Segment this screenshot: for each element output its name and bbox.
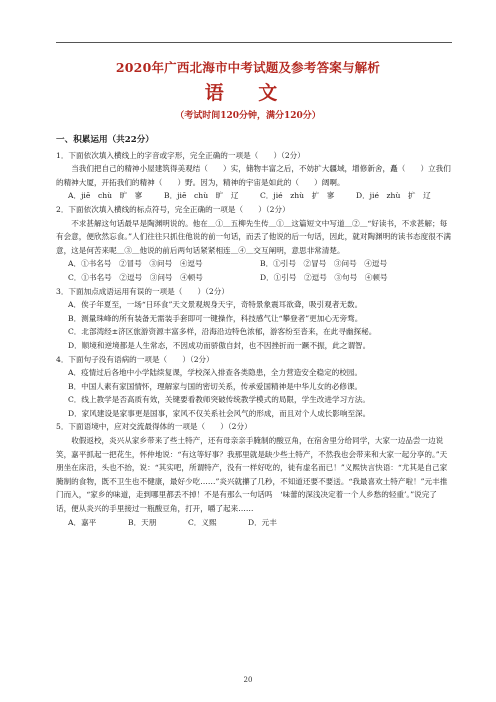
question-2-passage: 不求甚解这句话最早是陶渊明说的。他在＿①＿五柳先生传＿①＿这篇短文中写道＿②＿“好读书，不求甚解；每有会意，便欣然忘食。”人们往往只抓住他说的前一句话，而丢了他说的后一句话，因此，就对陶渊明的读书态度很不满意，这是何苦来呢＿③＿他说的前后两句话紧紧相连＿④＿交互阐明，意思非常清楚。 (56, 218, 451, 255)
question-2-stem: 2．下面依次填入横线的标点符号，完全正确的一项是（ ）（2分） (56, 204, 290, 214)
question-5-stem: 5．下面语境中，应对交流最得体的一项是（ ）（2分） (56, 422, 252, 432)
option-a: A．嘉平 (68, 517, 97, 527)
option-d: D．jié zhù 扩 辽 (356, 191, 431, 201)
option-a: A．jiē chù 旷 寥 (68, 191, 143, 201)
option-a: A．疫情过后各地中小学陆续复课，学校深入排查各类隐患，全力营造安全稳定的校园。 (68, 368, 363, 378)
question-content (56, 134, 452, 529)
option-d: D．①引号 ②逗号 ③句号 ④顿号 (260, 272, 388, 282)
exam-info: （考试时间120分钟，满分120分） (175, 111, 321, 121)
option-b: B．①引号 ②冒号 ③问号 ④逗号 (260, 259, 388, 269)
question-5-options (56, 516, 452, 530)
option-d: D．家风建设是家事更是国事，家风不仅关系社会风气的形成，而且对个人成长影响至深。 (68, 408, 371, 418)
question-4-options (56, 366, 452, 420)
question-3-options (56, 298, 452, 352)
question-1-passage: 当我们把自己的精神小屋建筑得美观结（ ）实，储物丰富之后，不妨扩大疆域，增修新舍，矗（ ）立我们的精神大厦，开拓我们的精神（ ）野。因为，精神的宇宙是如此的（ ）阔啊。 (56, 164, 451, 187)
header-rule (56, 42, 452, 43)
option-b: B．中国人素有家国情怀，理解家与国的密切关系，传承爱国精神是中华儿女的必修课。 (68, 381, 363, 391)
page-number: 20 (243, 676, 253, 684)
option-c: C．义熙 (188, 517, 217, 527)
question-2-options-row-2 (56, 271, 452, 285)
question-3-stem: 3．下面加点成语运用有误的一项是（ ）（2分） (56, 286, 229, 296)
option-d: D．元丰 (248, 517, 277, 527)
question-5-passage: 收假返校，炎兴从家乡带来了些土特产，还有母亲亲手腌制的酸豆角，在宿舍里分给同学，大家一边品尝一边说笑，嘉平抓起一把花生，怀仲地说：“有这等好事？我那里就是缺少些土特产，不然我也会带来和大家一起分享的。”天朋坐在床沿，头也不抬，说：“其实吧，所谓特产，没有一样好吃的，徒有虚名而已！”义熙快言快语：“尤其是自己家腌制的食物，既不卫生也不健康，最好少吃……”炎兴就攥了几秒，不知道还要不要送。“我最喜欢土特产啦！”元丰推门而入，“家乡的味道，走到哪里都丢不掉！不是有那么一句话吗 ‘味蕾的深浅决定着一个人乡愁的轻重’。”说完了话，便从炎兴的手里接过一瓶酸豆角，打开，嚼了起来…… (56, 436, 448, 514)
subject-title: 语 文 (204, 82, 292, 104)
section-heading: 一、积累运用（共22分） (56, 135, 154, 145)
option-a: A．①书名号 ②冒号 ③问号 ④逗号 (68, 259, 203, 269)
option-a: A．俟子年夏至，一场“日环食”天文景观规身天宇，奇特景象震耳欲聋，吸引观者无数。 (68, 300, 363, 310)
option-b: B．天朋 (128, 517, 157, 527)
document-title: 2020年广西北海市中考试题及参考答案与解析 (115, 60, 381, 75)
option-b: B．jiē chù 旷 辽 (164, 191, 239, 201)
question-1-stem: 1．下面依次填入横线上的字音或字形，完全正确的一项是（ ）（2分） (56, 150, 305, 160)
option-c: C．线上教学是否高质有效，关键要看教师突破传统教学模式的局限，学生改进学习方法。 (68, 395, 370, 405)
option-b: B．测量珠峰的所有装备无需装手套即可一键操作，科技感气让“攀登者”更加心无旁骛。 (68, 313, 363, 323)
question-4-stem: 4．下面句子没有语病的一项是（ ）（2分） (56, 354, 214, 364)
question-2-options-row-1 (56, 257, 452, 271)
option-c: C．jié zhù 扩 寥 (260, 191, 335, 201)
option-c: C．北部湾经±济区旅游资源丰富多样，沿海沿边特色浓郁，游客纷至沓来，在此寻幽探秘。 (68, 327, 377, 337)
option-d: D．顺境和逆境都是人生常态，不因成功而骄傲自封，也不因挫折而一蹶不振，此之谓智。 (68, 340, 371, 350)
question-1-options (56, 189, 452, 203)
option-c: C．①书名号 ②逗号 ③问号 ④顿号 (68, 272, 203, 282)
